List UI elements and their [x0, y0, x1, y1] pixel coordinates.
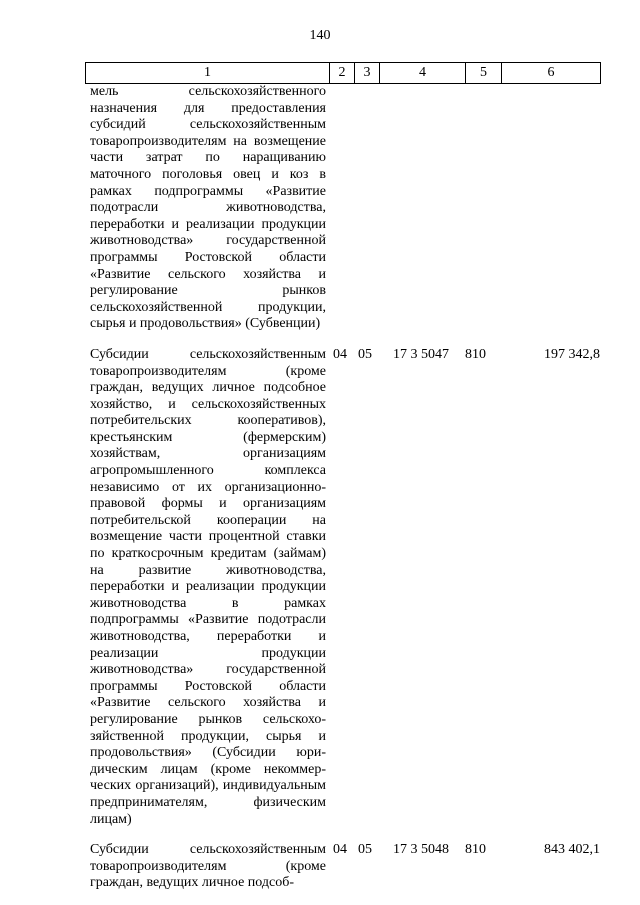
row-gap — [85, 333, 600, 347]
header-col-3: 3 — [355, 63, 380, 83]
row-subsection: 05 — [358, 842, 372, 858]
row-description: Субсидии сельскохозяйственным товаропроизводителям (кроме граждан, ведущих личное подсоб- — [90, 842, 326, 891]
table-row — [85, 842, 600, 892]
table-row — [85, 84, 600, 333]
row-target-code: 17 3 5047 — [393, 346, 449, 362]
table-header — [85, 62, 601, 84]
row-gap — [85, 828, 600, 842]
row-expense-type: 810 — [465, 346, 486, 362]
row-description: Субсидии сельскохозяйственным товаропроизводителям (кроме граждан, ведущих личное подсобное хозяйство, и сельскохозяйственных потребительских кооперативов), крестьянским (фермерским) хозяйствам, организациям агропромышленного комплекса независимо от их организационно-правовой формы и организациям потребительской кооперации на возмещение части процентной ставки по краткосрочным кредитам (займам) на развитие животноводства, переработки и реализации продукции животноводства в рамках подпрограммы «Развитие подотрасли животноводства, переработки и реализации продукции животноводства» государственной программы Ростовской области «Развитие сельского хозяйства и регулирование рынков сельскохозяйственной продукции, сырья и продовольствия» (Субсидии юридическим лицам (кроме некоммерческих организаций), индивидуальным предпринимателям, физическим лицам) — [90, 346, 326, 827]
header-col-4: 4 — [380, 63, 466, 83]
header-col-1: 1 — [86, 63, 330, 83]
row-description: мель сельскохозяйственного назначения для предоставления субсидий сельскохозяйственным товаропроизводителям на возмещение части затрат по наращиванию маточного поголовья овец и коз в рамках подпрограммы «Развитие подотрасли животноводства, переработки и реализации продукции животноводства» государственной программы Ростовской области «Развитие сельского хозяйства и регулирование рынков сельскохозяйственной продукции, сырья и продовольствия» (Субвенции) — [90, 84, 326, 332]
header-col-2: 2 — [330, 63, 355, 83]
row-target-code: 17 3 5048 — [393, 842, 449, 858]
table-row — [85, 347, 600, 828]
header-col-6: 6 — [502, 63, 601, 83]
page-number: 140 — [309, 28, 331, 43]
row-section: 04 — [333, 346, 347, 362]
header-col-5: 5 — [466, 63, 502, 83]
row-section: 04 — [333, 842, 347, 858]
row-expense-type: 810 — [465, 842, 486, 858]
row-subsection: 05 — [358, 346, 372, 362]
row-amount: 197 342,8 — [544, 346, 600, 362]
table-body — [85, 84, 600, 892]
row-amount: 843 402,1 — [544, 842, 600, 858]
